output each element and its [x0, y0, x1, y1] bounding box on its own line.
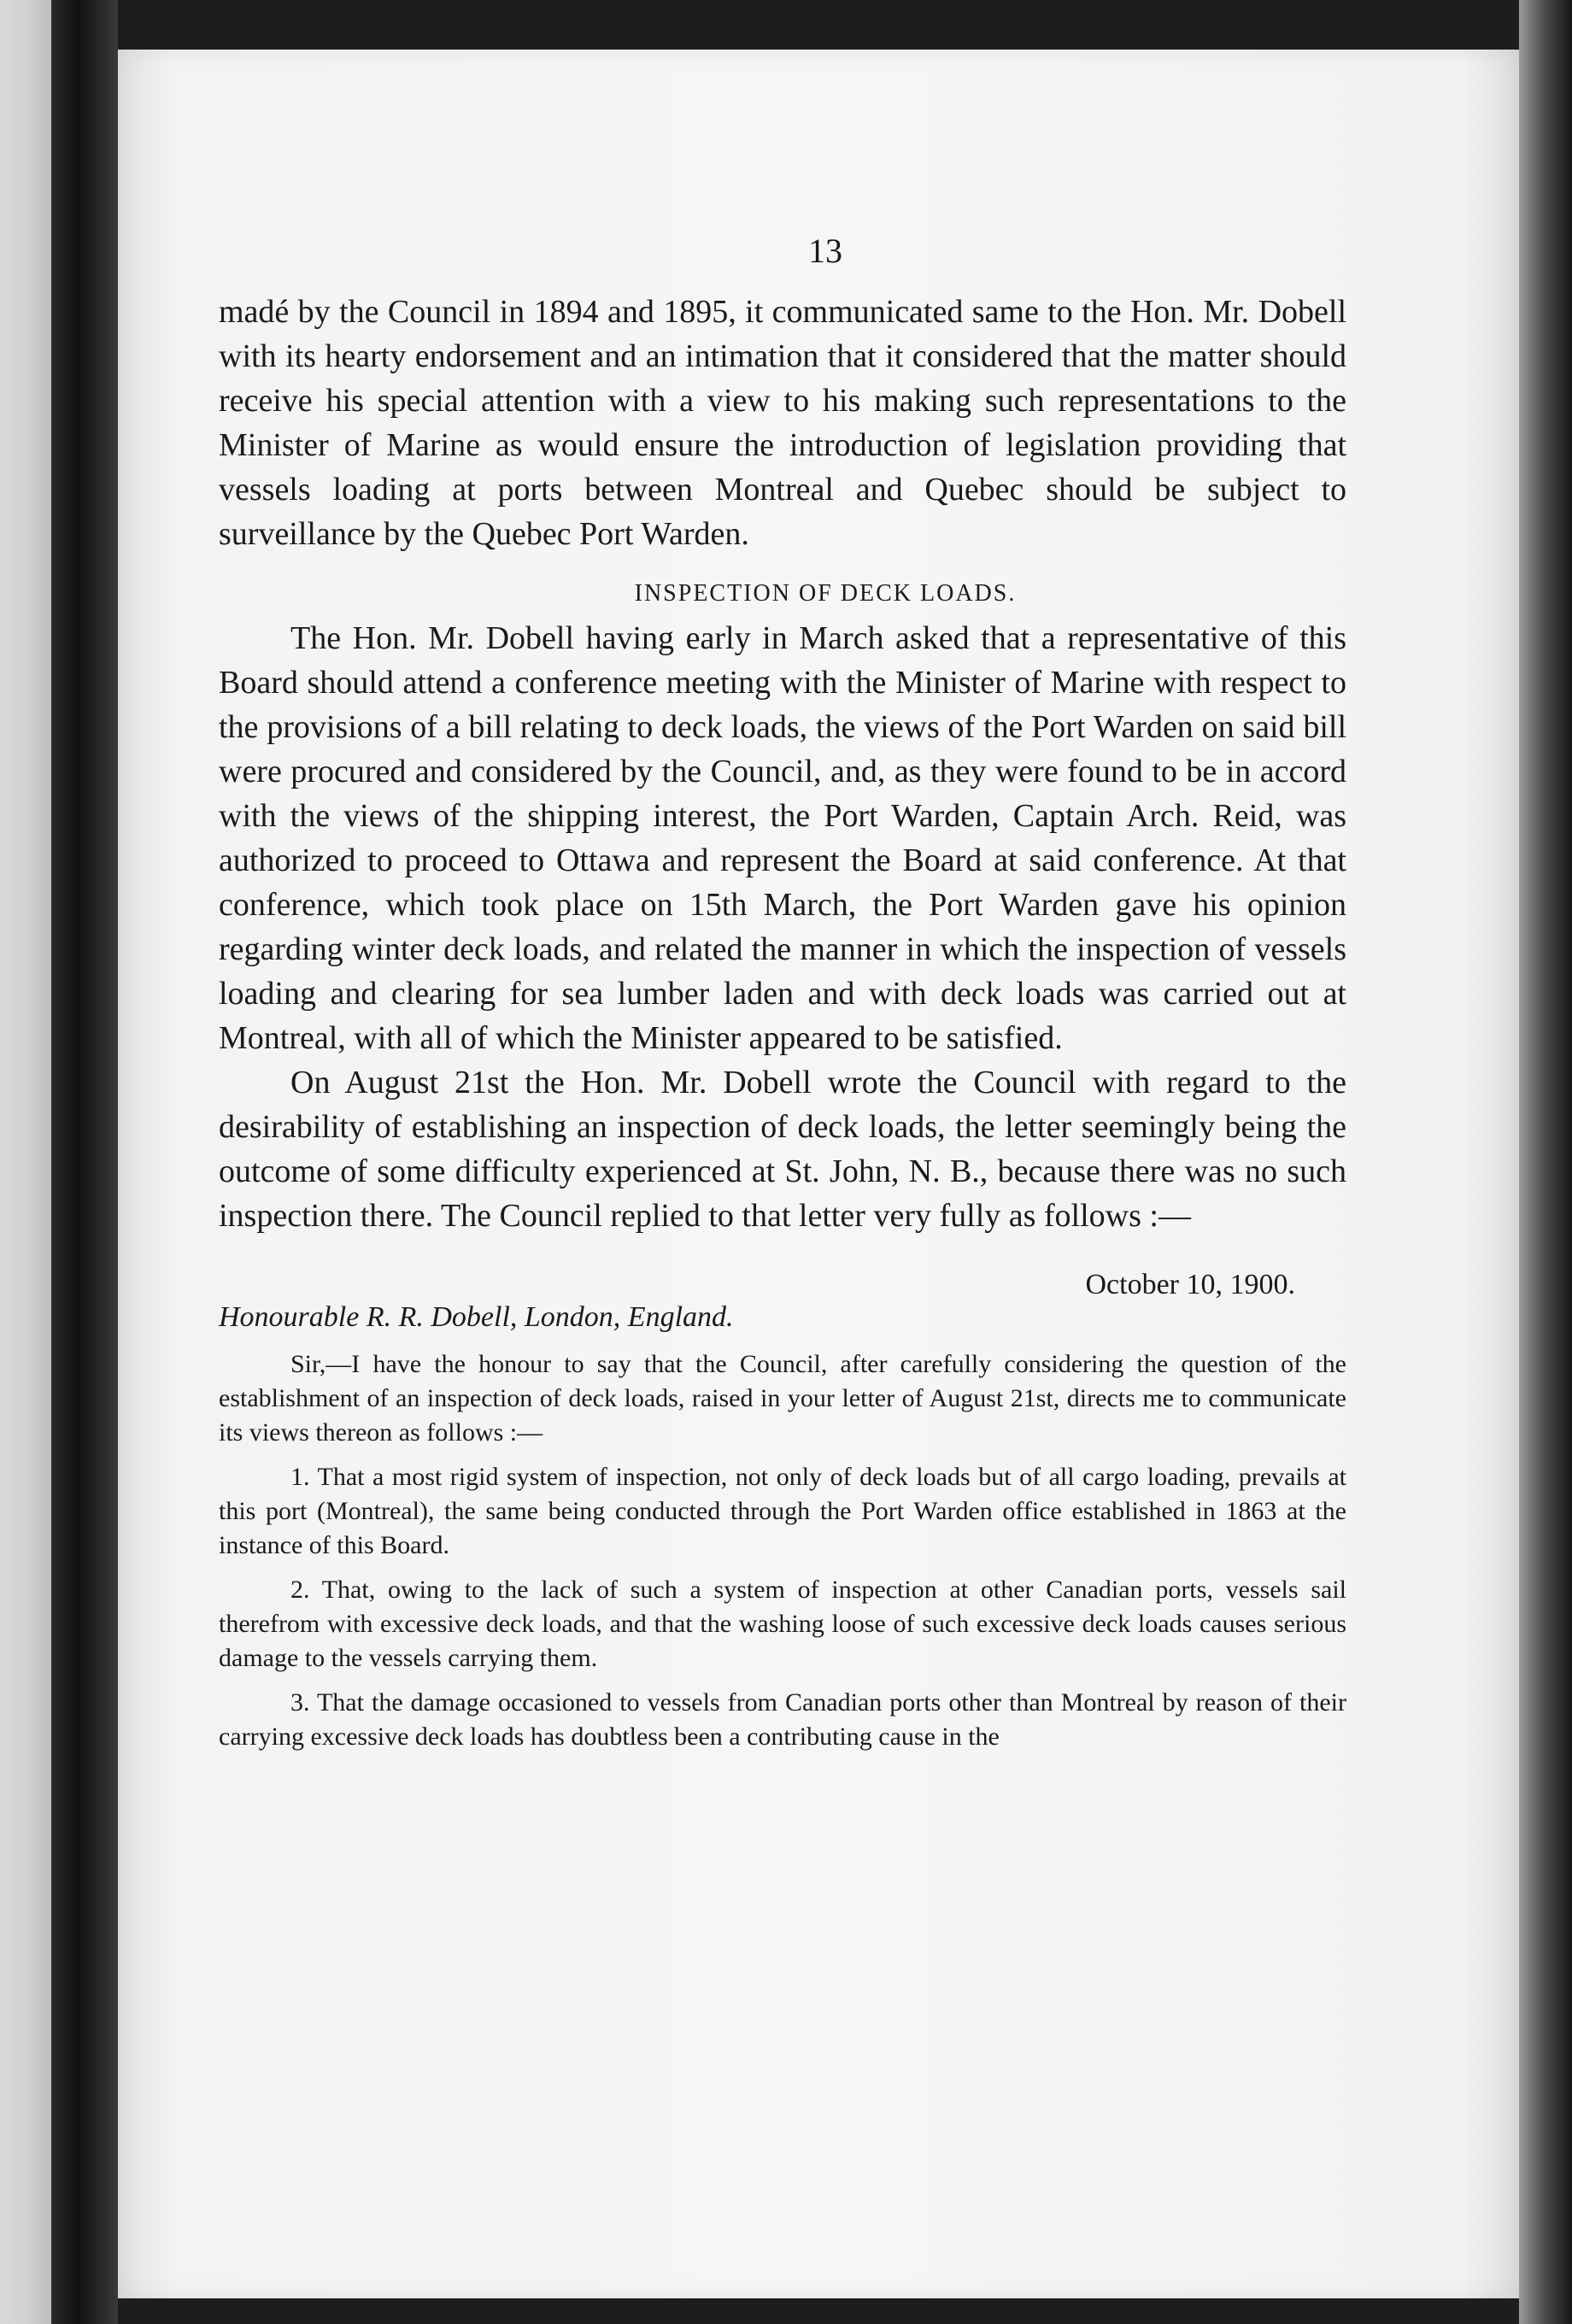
page-text-block: [219, 231, 1346, 1754]
scan-right-margin: [1519, 0, 1572, 2324]
letter-addressee: Honourable R. R. Dobell, London, England.: [219, 1301, 734, 1333]
paragraph-august-letter: On August 21st the Hon. Mr. Dobell wrote the Council with regard to the desirability of establishing an inspection of deck loads, the letter seemingly being the outcome of some difficulty experienced at St. John, N. B., because there was no such inspection there. The Council replied to that letter very fully as follows :—: [219, 1065, 1346, 1234]
letter-date: October 10, 1900.: [1085, 1269, 1295, 1300]
letter-item-1: 1. That a most rigid system of inspection, not only of deck loads but of all cargo loading, prevails at this port (Montreal), the same being conducted through the Port Warden office established in 1863 at the instance of this Board.: [219, 1463, 1346, 1559]
paragraph-conference: The Hon. Mr. Dobell having early in March asked that a representative of this Board should attend a conference meeting with the Minister of Marine with respect to the provisions of a bill relating to deck loads, the views of the Port Warden on said bill were procured and considered by the Council, and, as they were found to be in accord with the views of the shipping interest, the Port Warden, Captain Arch. Reid, was authorized to proceed to Ottawa and represent the Board at said conference. At that conference, which took place on 15th March, the Port Warden gave his opinion regarding winter deck loads, and related the manner in which the inspection of vessels loading and clearing for sea lumber laden and with deck loads was carried out at Montreal, with all of which the Minister appeared to be satisfied.: [219, 620, 1346, 1056]
paragraph-continuation: madé by the Council in 1894 and 1895, it communicated same to the Hon. Mr. Dobell with its hearty endorsement and an intimation that it considered that the matter should receive his special attention with a view to his making such representations to the Minister of Marine as would ensure the introduction of legislation providing that vessels loading at ports between Montreal and Quebec should be subject to surveillance by the Quebec Port Warden.: [219, 294, 1346, 552]
letter-intro: Sir,—I have the honour to say that the Council, after carefully considering the question of the establishment of an inspection of deck loads, raised in your letter of August 21st, directs me to communicate its views thereon as follows :—: [219, 1350, 1346, 1447]
letter-item-2: 2. That, owing to the lack of such a system of inspection at other Canadian ports, vessels sail therefrom with excessive deck loads, and that the washing loose of such excessive deck loads causes serious damage to the vessels carrying them.: [219, 1576, 1346, 1672]
section-heading: INSPECTION OF DECK LOADS.: [634, 580, 1017, 607]
scan-left-margin: [0, 0, 51, 2324]
page-number: 13: [808, 232, 842, 270]
book-spine: [51, 0, 118, 2324]
letter-item-3: 3. That the damage occasioned to vessels from Canadian ports other than Montreal by reason of their carrying excessive deck loads has doubtless been a contributing cause in the: [219, 1688, 1346, 1751]
